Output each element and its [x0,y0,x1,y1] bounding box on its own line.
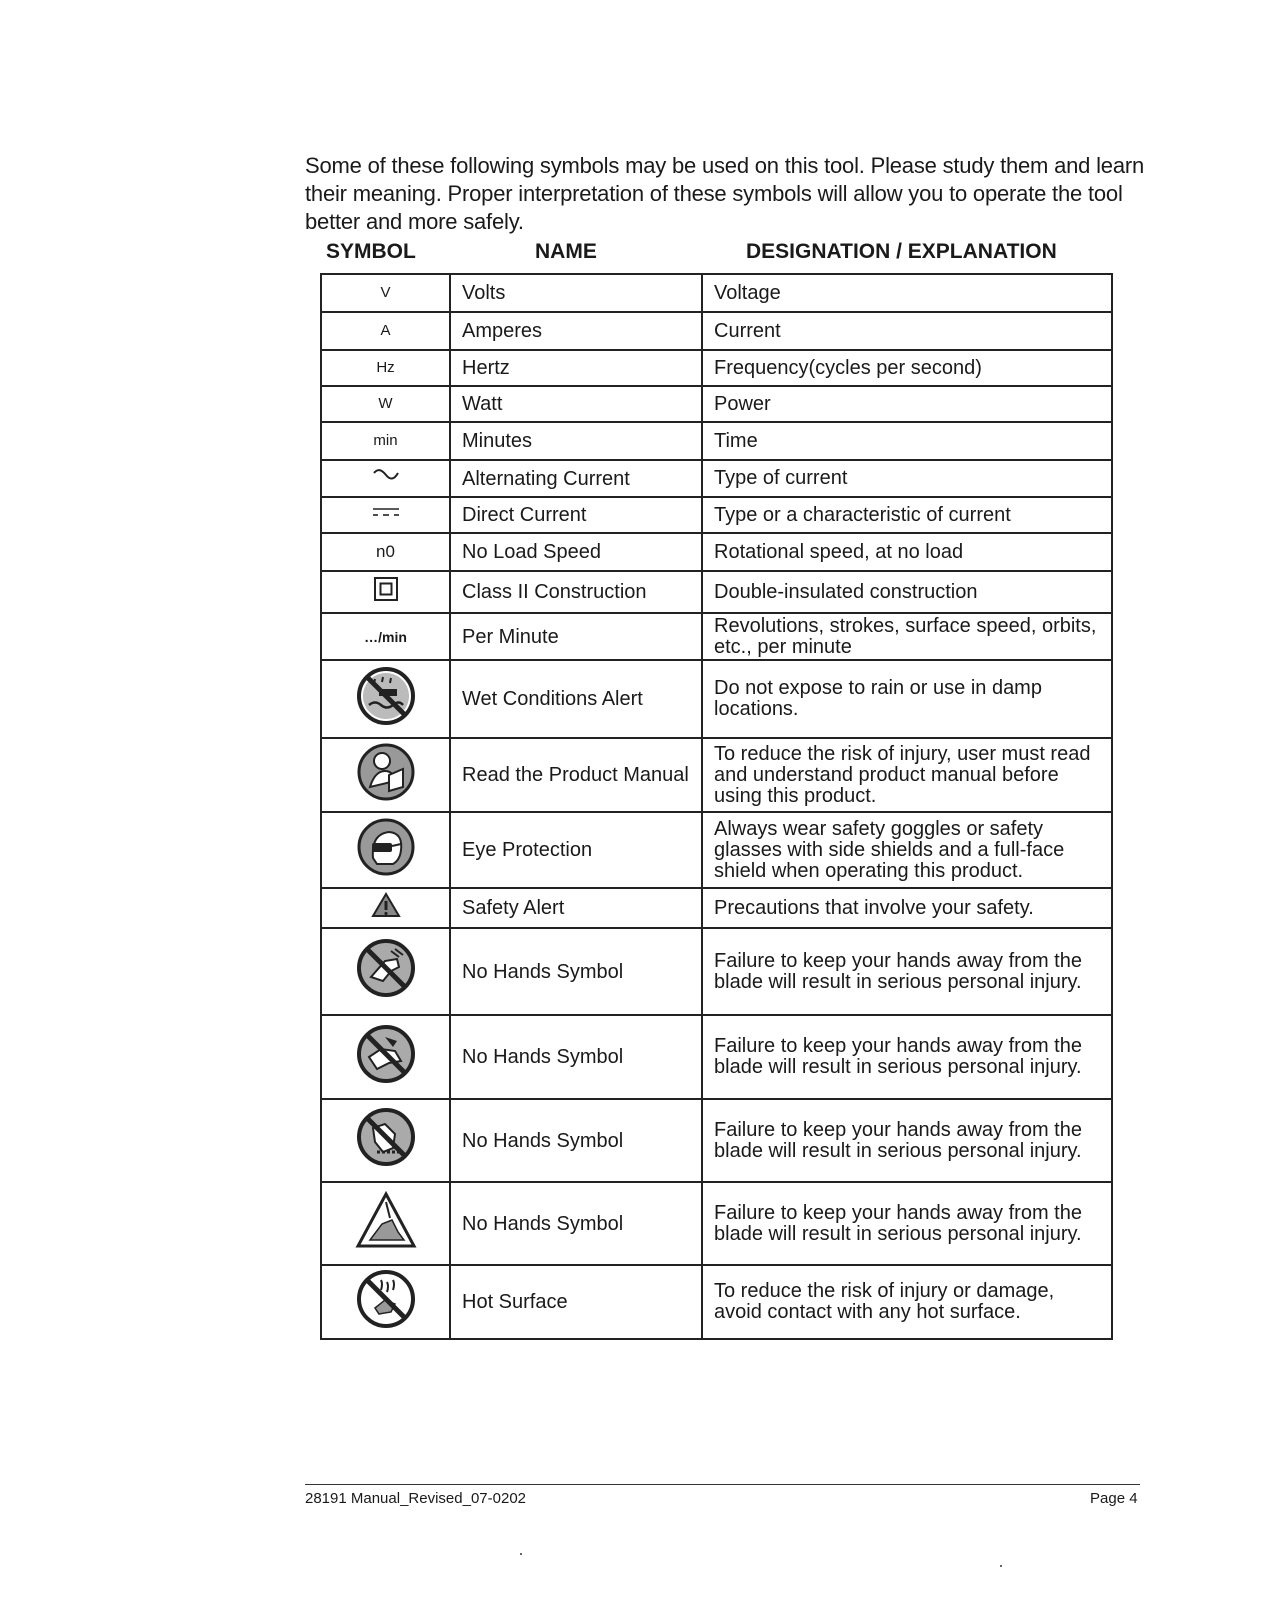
table-column-headers [320,240,1110,270]
intro-paragraph: Some of these following symbols may be used on this tool. Please study them and learn their meaning. Proper interpretation of these symbols will allow you to operate the tool better and more safely. [305,153,1145,234]
designation-cell: Power [702,386,1112,422]
symbol-cell [321,812,450,888]
name-cell: Watt [450,386,702,422]
table-row [321,460,1112,497]
designation-cell: Precautions that involve your safety. [702,888,1112,928]
designation-cell: Type or a characteristic of current [702,497,1112,533]
alternating-current-icon [371,467,401,483]
table-row [321,1265,1112,1339]
symbol-cell: n0 [321,533,450,571]
symbol-cell [321,928,450,1015]
name-cell: Direct Current [450,497,702,533]
name-cell: Amperes [450,312,702,350]
designation-cell: To reduce the risk of injury or damage, avoid contact with any hot surface. [702,1265,1112,1339]
table-row [321,1099,1112,1182]
symbol-cell [321,1265,450,1339]
designation-cell: Do not expose to rain or use in damp locations. [702,660,1112,738]
symbol-cell [321,1182,450,1265]
wet-conditions-icon [355,665,417,727]
designation-cell: To reduce the risk of injury, user must read and understand product manual before using this product. [702,738,1112,812]
symbol-cell [321,460,450,497]
footer-page-number: Page 4 [1090,1490,1138,1507]
no-hands-icon [355,1106,417,1168]
designation-cell: Failure to keep your hands away from the blade will result in serious personal injury. [702,1015,1112,1099]
table-row [321,660,1112,738]
scan-speck [520,1553,522,1555]
name-cell: No Hands Symbol [450,1182,702,1265]
footer-document-id: 28191 Manual_Revised_07-0202 [305,1490,527,1507]
symbol-cell: Hz [321,350,450,386]
name-cell: Safety Alert [450,888,702,928]
symbols-table [320,273,1113,1340]
table-row [321,497,1112,533]
name-cell: Hot Surface [450,1265,702,1339]
table-row [321,312,1112,350]
symbol-cell: A [321,312,450,350]
symbol-cell [321,660,450,738]
name-cell: No Hands Symbol [450,1099,702,1182]
name-cell: Per Minute [450,613,702,660]
designation-cell: Always wear safety goggles or safety glasses with side shields and a full-face shield when operating this product. [702,812,1112,888]
no-hands-triangle-icon [354,1190,418,1250]
name-cell: Hertz [450,350,702,386]
name-cell: No Load Speed [450,533,702,571]
symbol-cell: …/min [321,613,450,660]
designation-cell: Frequency(cycles per second) [702,350,1112,386]
name-cell: Volts [450,274,702,312]
table-row [321,533,1112,571]
symbol-cell [321,1015,450,1099]
table-row [321,1015,1112,1099]
table-row [321,613,1112,660]
class-ii-construction-icon [373,576,399,602]
designation-cell: Voltage [702,274,1112,312]
symbol-cell: V [321,274,450,312]
name-cell: Wet Conditions Alert [450,660,702,738]
header-designation: DESIGNATION / EXPLANATION [746,240,1057,263]
hot-surface-icon [355,1268,417,1330]
designation-cell: Double-insulated construction [702,571,1112,613]
table-row [321,571,1112,613]
scan-speck [1000,1565,1002,1567]
name-cell: Eye Protection [450,812,702,888]
name-cell: No Hands Symbol [450,928,702,1015]
designation-cell: Time [702,422,1112,460]
header-symbol: SYMBOL [326,240,416,263]
header-name: NAME [535,240,597,263]
name-cell: No Hands Symbol [450,1015,702,1099]
name-cell: Minutes [450,422,702,460]
symbol-cell [321,1099,450,1182]
designation-cell: Failure to keep your hands away from the blade will result in serious personal injury. [702,928,1112,1015]
table-row [321,928,1112,1015]
symbol-cell: min [321,422,450,460]
name-cell: Read the Product Manual [450,738,702,812]
name-cell: Class II Construction [450,571,702,613]
table-row [321,812,1112,888]
symbol-cell [321,738,450,812]
read-manual-icon [355,741,417,803]
designation-cell: Failure to keep your hands away from the blade will result in serious personal injury. [702,1099,1112,1182]
table-row [321,350,1112,386]
eye-protection-icon [355,816,417,878]
no-hands-icon [355,937,417,999]
table-row [321,274,1112,312]
symbol-cell [321,571,450,613]
designation-cell: Revolutions, strokes, surface speed, orbits, etc., per minute [702,613,1112,660]
symbol-cell [321,497,450,533]
no-hands-icon [355,1023,417,1085]
direct-current-icon [371,505,401,519]
table-row [321,888,1112,928]
symbol-cell: W [321,386,450,422]
designation-cell: Failure to keep your hands away from the blade will result in serious personal injury. [702,1182,1112,1265]
table-row [321,738,1112,812]
footer-rule [305,1484,1140,1485]
designation-cell: Rotational speed, at no load [702,533,1112,571]
name-cell: Alternating Current [450,460,702,497]
symbol-cell [321,888,450,928]
safety-alert-icon [371,892,401,918]
designation-cell: Type of current [702,460,1112,497]
table-row [321,386,1112,422]
table-row [321,422,1112,460]
designation-cell: Current [702,312,1112,350]
table-row [321,1182,1112,1265]
